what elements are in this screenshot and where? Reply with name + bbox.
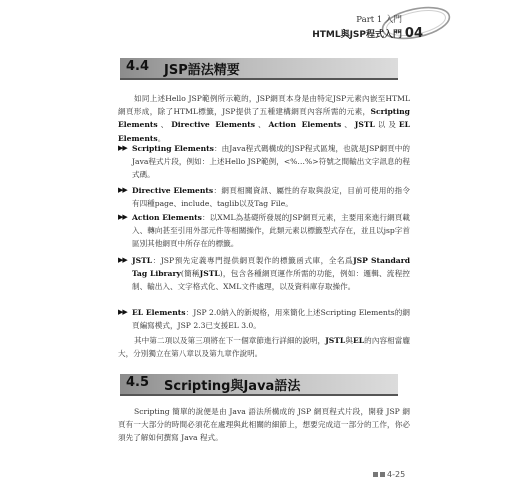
- bold-term: Action Elements: [132, 213, 202, 222]
- bold-term: EL: [352, 336, 365, 345]
- bold-term: JSP Standard Tag Library: [132, 256, 411, 279]
- text-run: 其中第二項以及第三項將在下一個章節進行詳細的說明，: [134, 336, 326, 345]
- text-run: ：以XML為基礎所發展的JSP網頁元素，主要用來進行網頁載入、轉向甚至引用外部元件等相關操作，此類元素以標籤型式存在，並且以jsp字首區別其他網頁中所存在的標籤。: [132, 213, 411, 249]
- footer-square-icon: [380, 472, 385, 477]
- double-arrow-bullet-icon: ▶▶: [118, 308, 127, 316]
- text-run: 如同上述Hello JSP範例所示範的，JSP網頁本身是由特定JSP元素內嵌至HTML網頁形成，除了HTML標籤，JSP提供了五種建構網頁內容所需的元素，: [118, 94, 410, 117]
- text-run: 、: [341, 120, 355, 130]
- section-title: Scripting與Java語法: [164, 379, 301, 394]
- bold-term: EL Elements: [132, 308, 186, 317]
- bullet-text: [132, 211, 410, 251]
- text-run: 與: [345, 336, 353, 345]
- section-underline: [120, 394, 398, 396]
- bold-term: Action Elements: [268, 120, 342, 130]
- text-run: ：由Java程式碼構成的JSP程式區塊，也就是JSP網頁中的Java程式片段，例如：上述Hello JSP範例，<%…%>符號之間輸出文字訊息的程式碼。: [132, 144, 410, 180]
- text-run: 的內容相當龐大，分別獨立在第八章以及第九章作說明。: [118, 336, 411, 359]
- section-underline: [120, 78, 398, 80]
- text-run: ：網頁相關資訊、屬性的存取與設定，目前可使用的指令有四種page、include、taglib以及Tag File。: [132, 186, 410, 209]
- bold-term: Directive Elements: [171, 120, 256, 130]
- page-footer: [373, 470, 405, 479]
- double-arrow-bullet-icon: ▶▶: [118, 186, 127, 194]
- text-run: (簡稱: [180, 269, 200, 279]
- header-subtitle: HTML與JSP程式入門: [312, 30, 402, 40]
- section1-closing-paragraph: [118, 334, 410, 360]
- double-arrow-bullet-icon: ▶▶: [118, 213, 127, 221]
- double-arrow-bullet-icon: ▶▶: [118, 256, 127, 264]
- section-number: 4.4: [126, 59, 150, 74]
- header-chapter-number: 04: [404, 26, 423, 41]
- section-number: 4.5: [126, 375, 150, 390]
- double-arrow-bullet-icon: ▶▶: [118, 144, 127, 152]
- bullet-text: [132, 254, 410, 294]
- section1-intro-paragraph: [118, 92, 410, 145]
- bullet-text: [132, 306, 410, 332]
- header-part-label: Part 1 入門: [356, 15, 402, 25]
- page-header: [0, 0, 520, 52]
- footer-square-icon: [373, 472, 378, 477]
- section-title: JSP語法精要: [164, 63, 240, 78]
- text-run: 以及: [374, 120, 399, 130]
- section-heading-4-4: [120, 58, 398, 78]
- bold-term: JSTL: [199, 269, 220, 279]
- bullet-text: [132, 142, 410, 182]
- section-heading-4-5: [120, 374, 398, 394]
- bold-term: JSTL: [132, 256, 153, 265]
- bold-term: JSTL: [325, 336, 346, 345]
- section-heading-bar: [120, 58, 398, 78]
- bold-term: JSTL: [354, 120, 375, 130]
- text-run: 、: [255, 120, 269, 130]
- text-run: ：JSP預先定義專門提供網頁製作的標籤函式庫，全名爲: [152, 256, 354, 265]
- text-run: ：JSP 2.0納入的新規格，用來簡化上述Scripting Elements的網頁編寫模式，JSP 2.3已支援EL 3.0。: [132, 308, 410, 331]
- text-run: 。: [157, 133, 166, 143]
- text-run: )，包含各種網頁運作所需的功能，例如：邏輯、流程控制、輸出入、文字格式化、XML文件處理，以及資料庫存取操作。: [132, 269, 410, 292]
- text-run: 、: [157, 120, 172, 130]
- bold-term: Scripting Elements: [118, 107, 410, 130]
- bold-term: Directive Elements: [132, 186, 214, 195]
- bold-term: EL Elements: [118, 120, 411, 143]
- bold-term: Scripting Elements: [132, 144, 214, 153]
- page-number: 4-25: [387, 470, 406, 479]
- section2-intro-paragraph: Scripting 簡單的說便是由 Java 語法所構成的 JSP 網頁程式片段，開發 JSP 網頁有一大部分的時間必須花在處理與此相關的細節上，想要完成這一部分的工作，你必須先了解如何撰寫 Java 程式。: [118, 407, 410, 443]
- bullet-text: [132, 184, 410, 210]
